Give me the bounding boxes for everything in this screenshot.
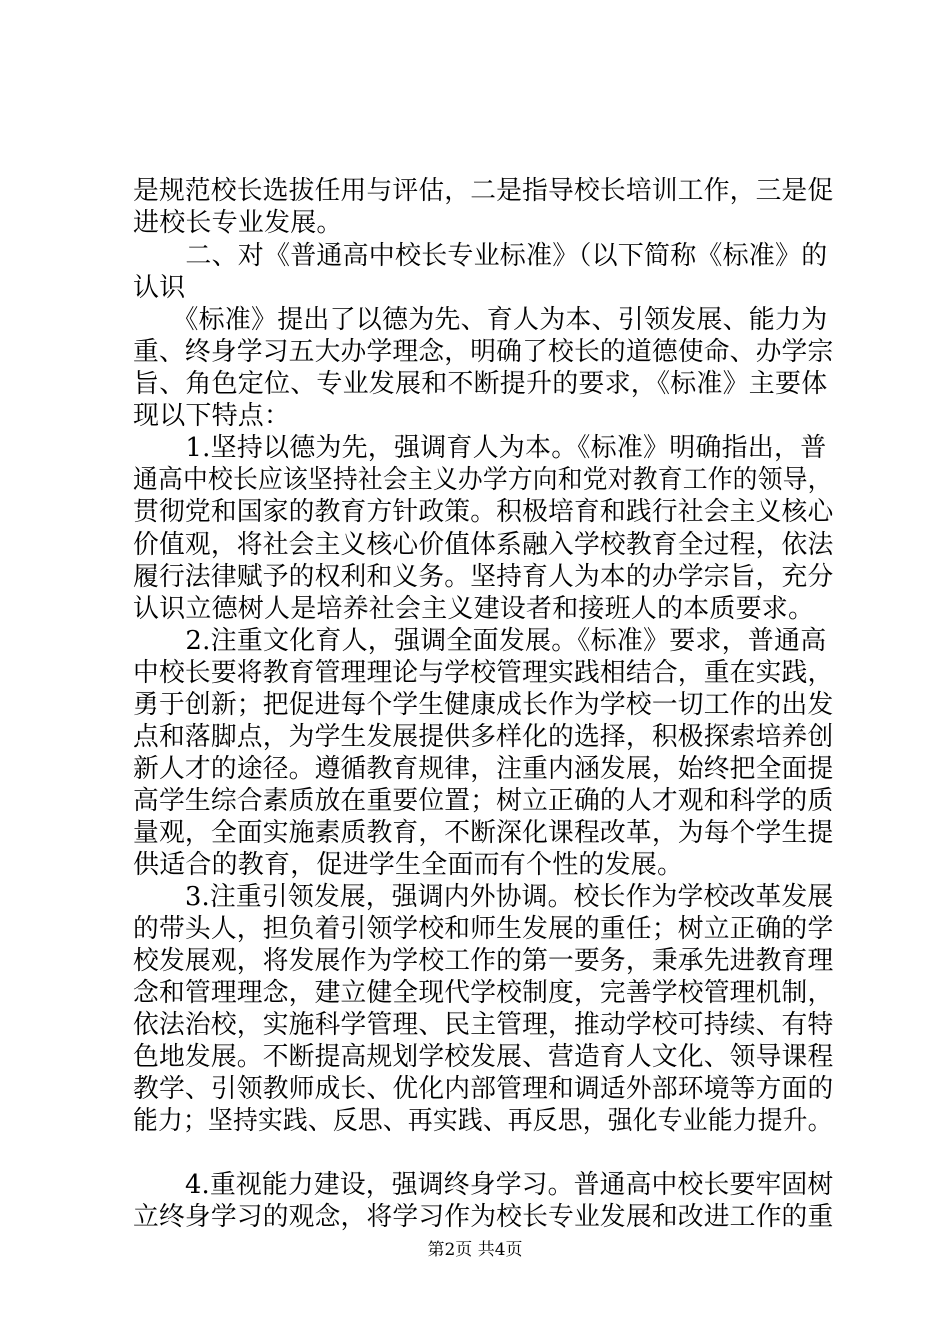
body-text-line: 进校长专业发展。	[133, 208, 343, 238]
body-text-line: 认识立德树人是培养社会主义建设者和接班人的本质要求。	[133, 594, 815, 624]
body-text-line: 中校长要将教育管理理论与学校管理实践相结合，重在实践，	[133, 658, 834, 688]
body-text-line: 点和落脚点，为学生发展提供多样化的选择，积极探索培养创	[133, 722, 834, 752]
body-text-line: 2.注重文化育人，强调全面发展。《标准》要求，普通高	[133, 626, 827, 656]
body-text-line: 依法治校，实施科学管理、民主管理，推动学校可持续、有特	[133, 1010, 834, 1040]
body-text-line: 教学、引领教师成长、优化内部管理和调适外部环境等方面的	[133, 1074, 834, 1104]
body-text-line: 勇于创新；把促进每个学生健康成长作为学校一切工作的出发	[133, 690, 834, 720]
body-text-line: 立终身学习的观念，将学习作为校长专业发展和改进工作的重	[133, 1202, 834, 1232]
section-heading-line: 二、对《普通高中校长专业标准》（以下简称《标准》的	[133, 241, 828, 271]
body-text-line: 能力；坚持实践、反思、再实践、再反思，强化专业能力提升。	[133, 1106, 833, 1136]
body-text-line: 供适合的教育，促进学生全面而有个性的发展。	[133, 850, 684, 880]
body-text-line: 《标准》提出了以德为先、育人为本、引领发展、能力为	[133, 305, 828, 335]
body-text-line: 念和管理理念，建立健全现代学校制度，完善学校管理机制，	[133, 978, 834, 1008]
body-text-line: 色地发展。不断提高规划学校发展、营造育人文化、领导课程	[133, 1042, 834, 1072]
body-text-line: 履行法律赋予的权利和义务。坚持育人为本的办学宗旨，充分	[133, 562, 834, 592]
body-text-line: 1.坚持以德为先，强调育人为本。《标准》明确指出，普	[133, 433, 827, 463]
body-text-line: 价值观，将社会主义核心价值体系融入学校教育全过程，依法	[133, 530, 834, 560]
body-text-line: 校发展观，将发展作为学校工作的第一要务，秉承先进教育理	[133, 946, 834, 976]
body-text-line: 贯彻党和国家的教育方针政策。积极培育和践行社会主义核心	[133, 497, 834, 527]
body-text-line: 4.重视能力建设，强调终身学习。普通高中校长要牢固树	[133, 1170, 834, 1200]
body-text-line: 的带头人，担负着引领学校和师生发展的重任；树立正确的学	[133, 914, 834, 944]
body-text-line: 3.注重引领发展，强调内外协调。校长作为学校改革发展	[133, 882, 834, 912]
body-text-line: 高学生综合素质放在重要位置；树立正确的人才观和科学的质	[133, 786, 834, 816]
body-text-line: 新人才的途径。遵循教育规律，注重内涵发展，始终把全面提	[133, 754, 834, 784]
body-text-line: 旨、角色定位、专业发展和不断提升的要求，《标准》主要体	[133, 369, 828, 399]
body-text-line: 重、终身学习五大办学理念，明确了校长的道德使命、办学宗	[133, 337, 834, 367]
body-text-line: 通高中校长应该坚持社会主义办学方向和党对教育工作的领导，	[133, 465, 833, 495]
body-text-line: 是规范校长选拔任用与评估，二是指导校长培训工作，三是促	[133, 176, 834, 206]
page-number-footer: 第2页 共4页	[427, 1240, 523, 1260]
body-text-line: 现以下特点：	[133, 401, 291, 431]
section-heading-line: 认识	[133, 273, 186, 303]
body-text-line: 量观，全面实施素质教育，不断深化课程改革，为每个学生提	[133, 818, 834, 848]
